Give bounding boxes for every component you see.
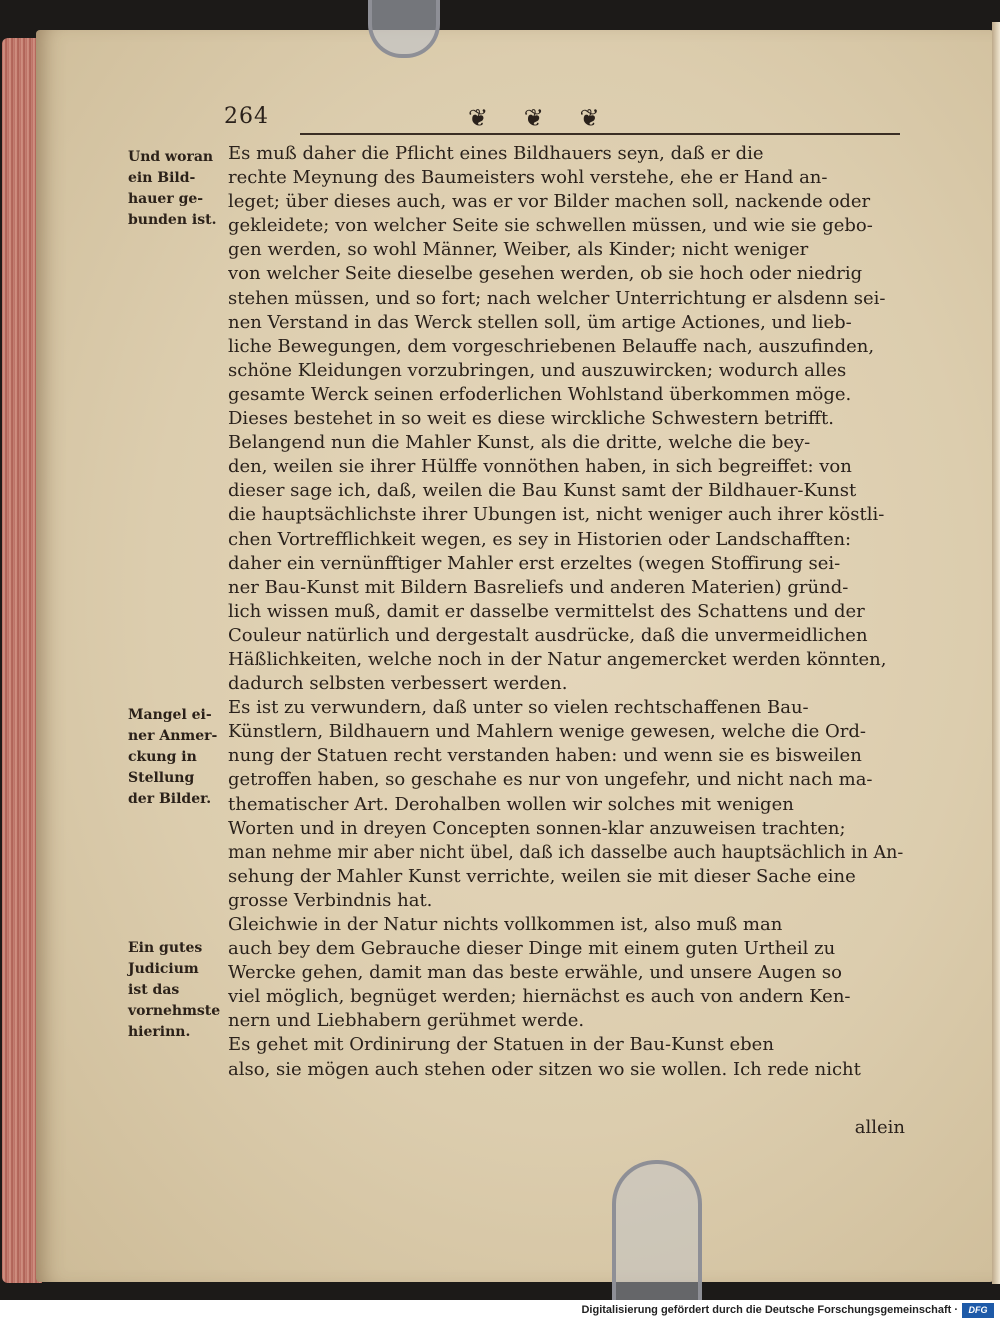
page-number: 264 — [224, 104, 269, 129]
text-line: viel möglich, begnüget werden; hiernächst es auch von andern Ken- — [228, 986, 851, 1008]
body-text — [228, 142, 908, 1082]
text-line: rechte Meynung des Baumeisters wohl verstehe, ehe er Hand an- — [228, 167, 828, 189]
margin-note-line: vornehmste — [128, 1003, 221, 1019]
margin-note-line: Judicium — [128, 961, 199, 977]
margin-note-line: ckung in — [128, 749, 197, 765]
margin-note-line: bunden ist. — [128, 212, 217, 228]
text-line: von welcher Seite dieselbe gesehen werden, ob sie hoch oder niedrig — [228, 263, 863, 285]
text-line: Couleur natürlich und dergestalt ausdrücke, daß die unvermeidlichen — [228, 624, 868, 646]
header-ornament: ❦ ❦ ❦ — [468, 104, 614, 132]
margin-note-line: Und woran — [128, 149, 214, 165]
text-line: nung der Statuen recht verstanden haben: und wenn sie es bisweilen — [228, 745, 862, 767]
text-line: Dieses bestehet in so weit es diese wirckliche Schwestern betrifft. — [228, 408, 834, 430]
margin-note-line: Mangel ei- — [128, 707, 212, 723]
margin-note-3 — [128, 938, 220, 1043]
text-line: auch bey dem Gebrauche dieser Dinge mit einem guten Urtheil zu — [228, 938, 836, 960]
margin-note-line: hauer ge- — [128, 191, 204, 207]
text-line: dieser sage ich, daß, weilen die Bau Kunst samt der Bildhauer-Kunst — [228, 480, 857, 502]
text-line: Worten und in dreyen Concepten sonnen-klar anzuweisen trachten; — [228, 817, 846, 839]
margin-note-1 — [128, 147, 220, 231]
text-line: Es gehet mit Ordinirung der Statuen in der Bau-Kunst eben — [228, 1034, 774, 1056]
margin-note-line: Stellung — [128, 770, 195, 786]
margin-note-line: hierinn. — [128, 1024, 191, 1040]
text-line: nen Verstand in das Werck stellen soll, üm artige Actiones, und lieb- — [228, 311, 852, 333]
text-line: Künstlern, Bildhauern und Mahlern wenige gewesen, welche die Ord- — [228, 721, 866, 743]
text-line: den, weilen sie ihrer Hülffe vonnöthen haben, in sich begreiffet: von — [228, 456, 852, 478]
text-line: sehung der Mahler Kunst verrichte, weilen sie mit dieser Sache eine — [228, 865, 856, 887]
text-line: liche Bewegungen, dem vorgeschriebenen Belauffe nach, auszufinden, — [228, 335, 875, 357]
text-line: Es muß daher die Pflicht eines Bildhauers seyn, daß er die — [228, 143, 764, 164]
text-line: ner Bau-Kunst mit Bildern Basreliefs und anderen Materien) gründ- — [228, 576, 849, 598]
catchword: allein — [854, 1117, 905, 1138]
text-line: schöne Kleidungen vorzubringen, und auszuwircken; wodurch alles — [228, 359, 847, 381]
page-right-edge — [992, 22, 1000, 1284]
text-line: die hauptsächlichste ihrer Ubungen ist, nicht weniger auch ihrer köstli- — [228, 504, 885, 526]
text-line: dadurch selbsten verbessert werden. — [228, 673, 568, 695]
text-line: man nehme mir aber nicht übel, daß ich dasselbe auch hauptsächlich in An- — [228, 842, 904, 863]
text-line: Gleichwie in der Natur nichts vollkommen ist, also muß man — [228, 914, 783, 935]
text-line: thematischer Art. Derohalben wollen wir solches mit wenigen — [228, 793, 794, 815]
header-rule — [300, 133, 900, 135]
text-line: getroffen haben, so geschahe es nur von ungefehr, und nicht nach ma- — [228, 769, 873, 791]
text-line: gesamte Werck seinen erfoderlichen Wohlstand überkommen möge. — [228, 383, 852, 405]
text-line: Es ist zu verwundern, daß unter so vielen rechtschaffenen Bau- — [228, 697, 809, 719]
margin-note-line: der Bilder. — [128, 791, 212, 807]
footer-credit: Digitalisierung gefördert durch die Deutsche Forschungsgemeinschaft · — [581, 1304, 958, 1316]
text-line: stehen müssen, und so fort; nach welcher Unterrichtung er alsdenn sei- — [228, 287, 886, 309]
text-line: daher ein vernünfftiger Mahler erst erzeltes (wegen Stoffirung sei- — [228, 552, 841, 574]
text-line: grosse Verbindnis hat. — [228, 889, 433, 911]
text-line: gekleidete; von welcher Seite sie schwellen müssen, und wie sie gebo- — [228, 215, 873, 237]
margin-note-line: Ein gutes — [128, 940, 203, 956]
text-line: Häßlichkeiten, welche noch in der Natur angemercket werden könnten, — [228, 648, 887, 670]
margin-note-2 — [128, 705, 220, 810]
text-line: chen Vortrefflichkeit wegen, es sey in Historien oder Landschafften: — [228, 528, 852, 550]
text-line: gen werden, so wohl Männer, Weiber, als Kinder; nicht weniger — [228, 239, 809, 261]
text-line: leget; über dieses auch, was er vor Bilder machen soll, nackende oder — [228, 191, 871, 213]
margin-note-line: ner Anmer- — [128, 728, 218, 744]
footer-bar — [0, 1300, 1000, 1322]
bottom-page-clip — [612, 1160, 702, 1300]
dfg-logo: DFG — [962, 1303, 994, 1318]
margin-note-line: ist das — [128, 982, 180, 998]
text-line: nern und Liebhabern gerühmet werde. — [228, 1010, 585, 1032]
text-line: lich wissen muß, damit er dasselbe vermittelst des Schattens und der — [228, 600, 865, 622]
margin-note-line: ein Bild- — [128, 170, 196, 186]
text-line: Wercke gehen, damit man das beste erwähle, und unsere Augen so — [228, 962, 842, 984]
text-line: Belangend nun die Mahler Kunst, als die dritte, welche die bey- — [228, 432, 811, 454]
text-line: also, sie mögen auch stehen oder sitzen wo sie wollen. Ich rede nicht — [228, 1058, 861, 1080]
